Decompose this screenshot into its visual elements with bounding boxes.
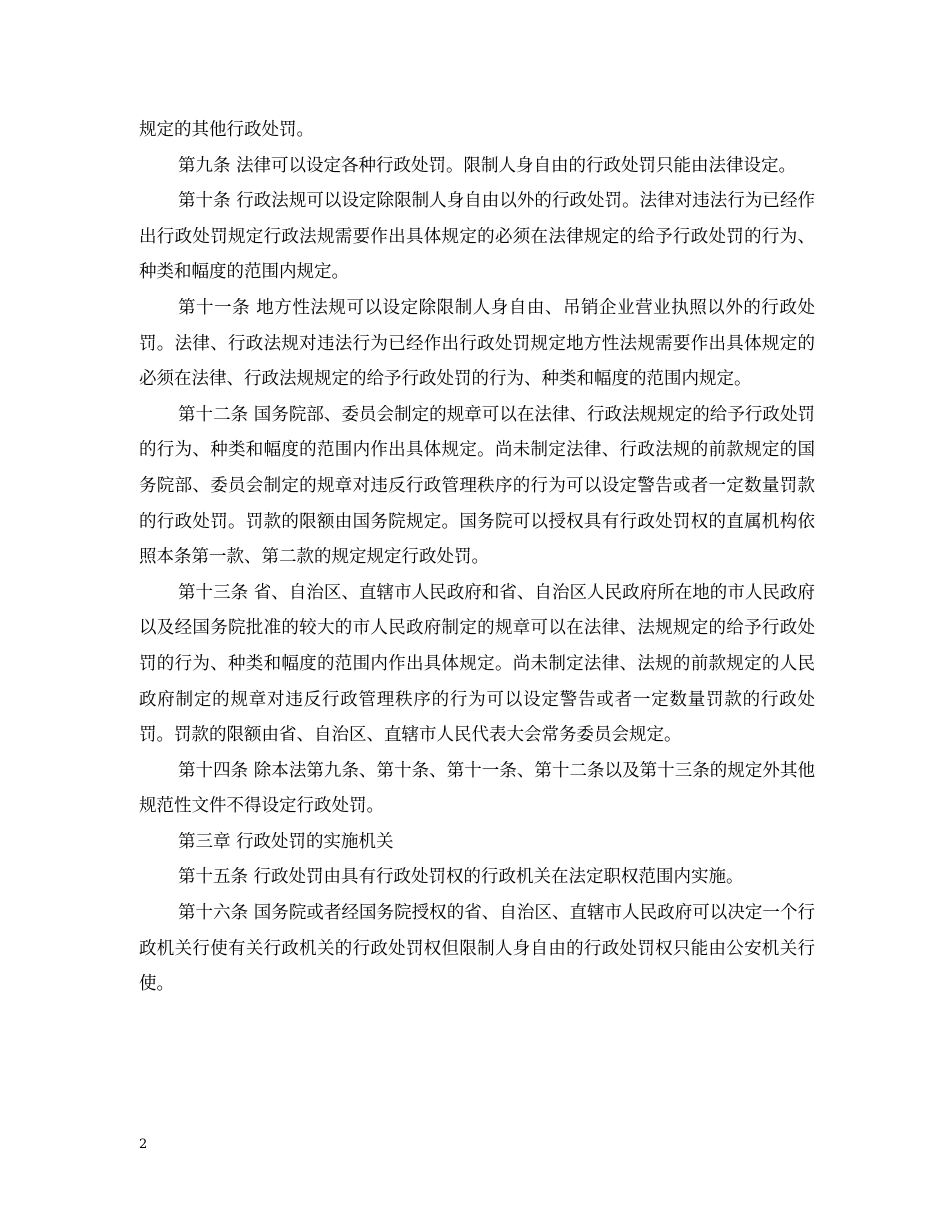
paragraph-article-9: 第九条 法律可以设定各种行政处罚。限制人身自由的行政处罚只能由法律设定。: [178, 155, 797, 176]
paragraph-article-14: 第十四条 除本法第九条、第十条、第十一条、第十二条以及第十三条的规定外其他规范性文件不得设定行政处罚。: [139, 760, 815, 817]
paragraph-article-12: 第十二条 国务院部、委员会制定的规章可以在法律、行政法规规定的给予行政处罚的行为、种类和幅度的范围内作出具体规定。尚未制定法律、行政法规的前款规定的国务院部、委员会制定的规章对违反行政管理秩序的行为可以设定警告或者一定数量罚款的行政处罚。罚款的限额由国务院规定。国务院可以授权具有行政处罚权的直属机构依照本条第一款、第二款的规定规定行政处罚。: [139, 404, 815, 568]
paragraph-article-11: 第十一条 地方性法规可以设定除限制人身自由、吊销企业营业执照以外的行政处罚。法律、行政法规对违法行为已经作出行政处罚规定地方性法规需要作出具体规定的必须在法律、行政法规规定的给予行政处罚的行为、种类和幅度的范围内规定。: [139, 297, 815, 390]
document-body: [139, 113, 815, 1003]
page-number: 2: [139, 1137, 148, 1152]
chapter-heading: 第三章 行政处罚的实施机关: [178, 831, 394, 852]
paragraph-article-10: 第十条 行政法规可以设定除限制人身自由以外的行政处罚。法律对违法行为已经作出行政处罚规定行政法规需要作出具体规定的必须在法律规定的给予行政处罚的行为、种类和幅度的范围内规定。: [139, 191, 815, 283]
paragraph-article-16: 第十六条 国务院或者经国务院授权的省、自治区、直辖市人民政府可以决定一个行政机关行使有关行政机关的行政处罚权但限制人身自由的行政处罚权只能由公安机关行使。: [139, 903, 815, 995]
paragraph-article-15: 第十五条 行政处罚由具有行政处罚权的行政机关在法定职权范围内实施。: [178, 867, 744, 888]
paragraph-continuation: 规定的其他行政处罚。: [139, 120, 314, 140]
paragraph-article-13: 第十三条 省、自治区、直辖市人民政府和省、自治区人民政府所在地的市人民政府以及经国务院批准的较大的市人民政府制定的规章可以在法律、法规规定的给予行政处罚的行为、种类和幅度的范围内作出具体规定。尚未制定法律、法规的前款规定的人民政府制定的规章对违反行政管理秩序的行为可以设定警告或者一定数量罚款的行政处罚。罚款的限额由省、自治区、直辖市人民代表大会常务委员会规定。: [139, 582, 815, 746]
